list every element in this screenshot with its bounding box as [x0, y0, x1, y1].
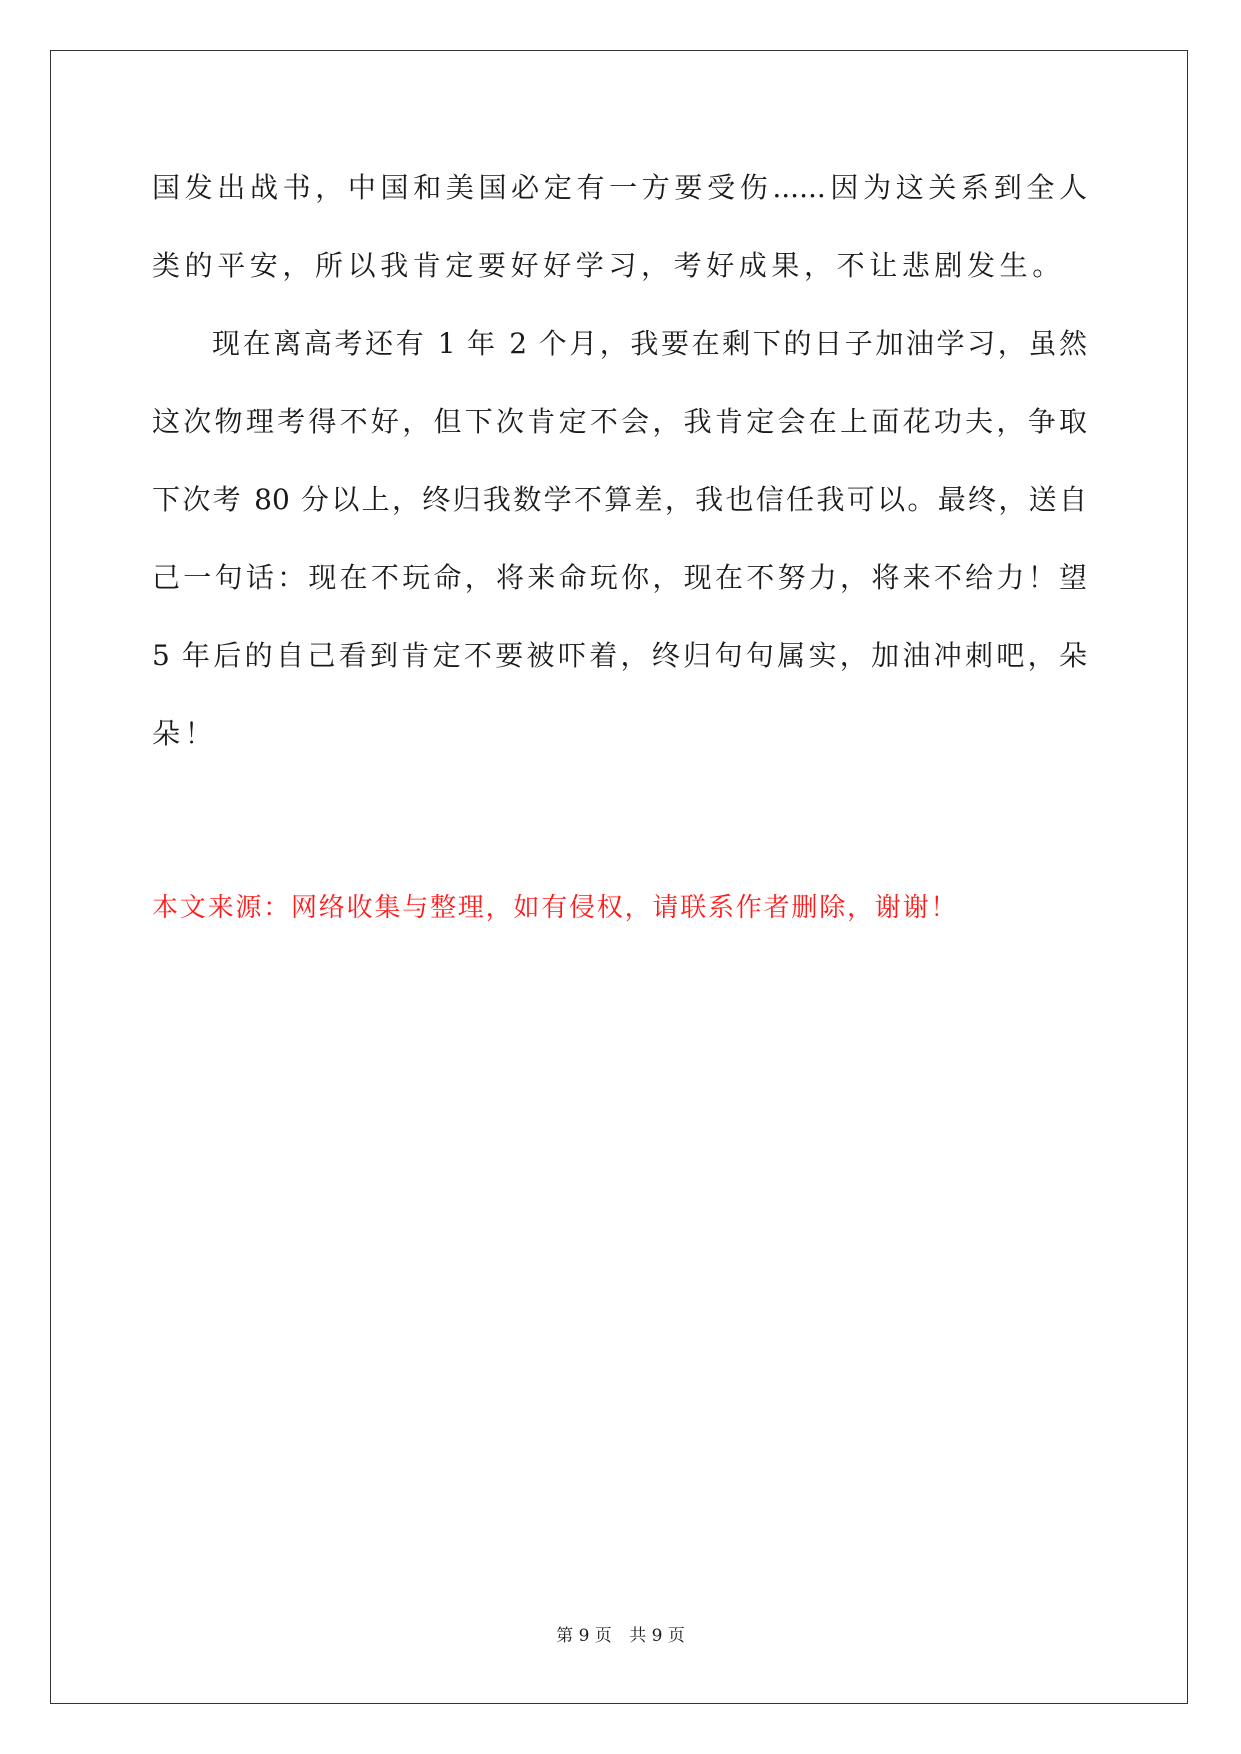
text-line: 己一句话：现在不玩命，将来命玩你，现在不努力，将来不给力！望	[152, 561, 1087, 594]
page-number: 第 9 页	[556, 1626, 612, 1646]
text-line: 国发出战书，中国和美国必定有一方要受伤......因为这关系到全人	[152, 171, 1087, 204]
document-body	[152, 160, 1087, 784]
text-line: 类的平安，所以我肯定要好好学习，考好成果，不让悲剧发生。	[152, 249, 1065, 282]
text-line: 5 年后的自己看到肯定不要被吓着，终归句句属实，加油冲刺吧，朵	[152, 639, 1087, 672]
text-line: 朵！	[152, 717, 218, 750]
text-line: 下次考 80 分以上，终归我数学不算差，我也信任我可以。最终，送自	[152, 483, 1087, 516]
text-line: 这次物理考得不好，但下次肯定不会，我肯定会在上面花功夫，争取	[152, 405, 1087, 438]
text-line: 现在离高考还有 1 年 2 个月，我要在剩下的日子加油学习，虽然	[212, 327, 1087, 360]
page-total: 共 9 页	[629, 1626, 685, 1646]
page-footer	[0, 1624, 1241, 1648]
source-note: 本文来源：网络收集与整理，如有侵权，请联系作者删除，谢谢！	[152, 893, 959, 923]
